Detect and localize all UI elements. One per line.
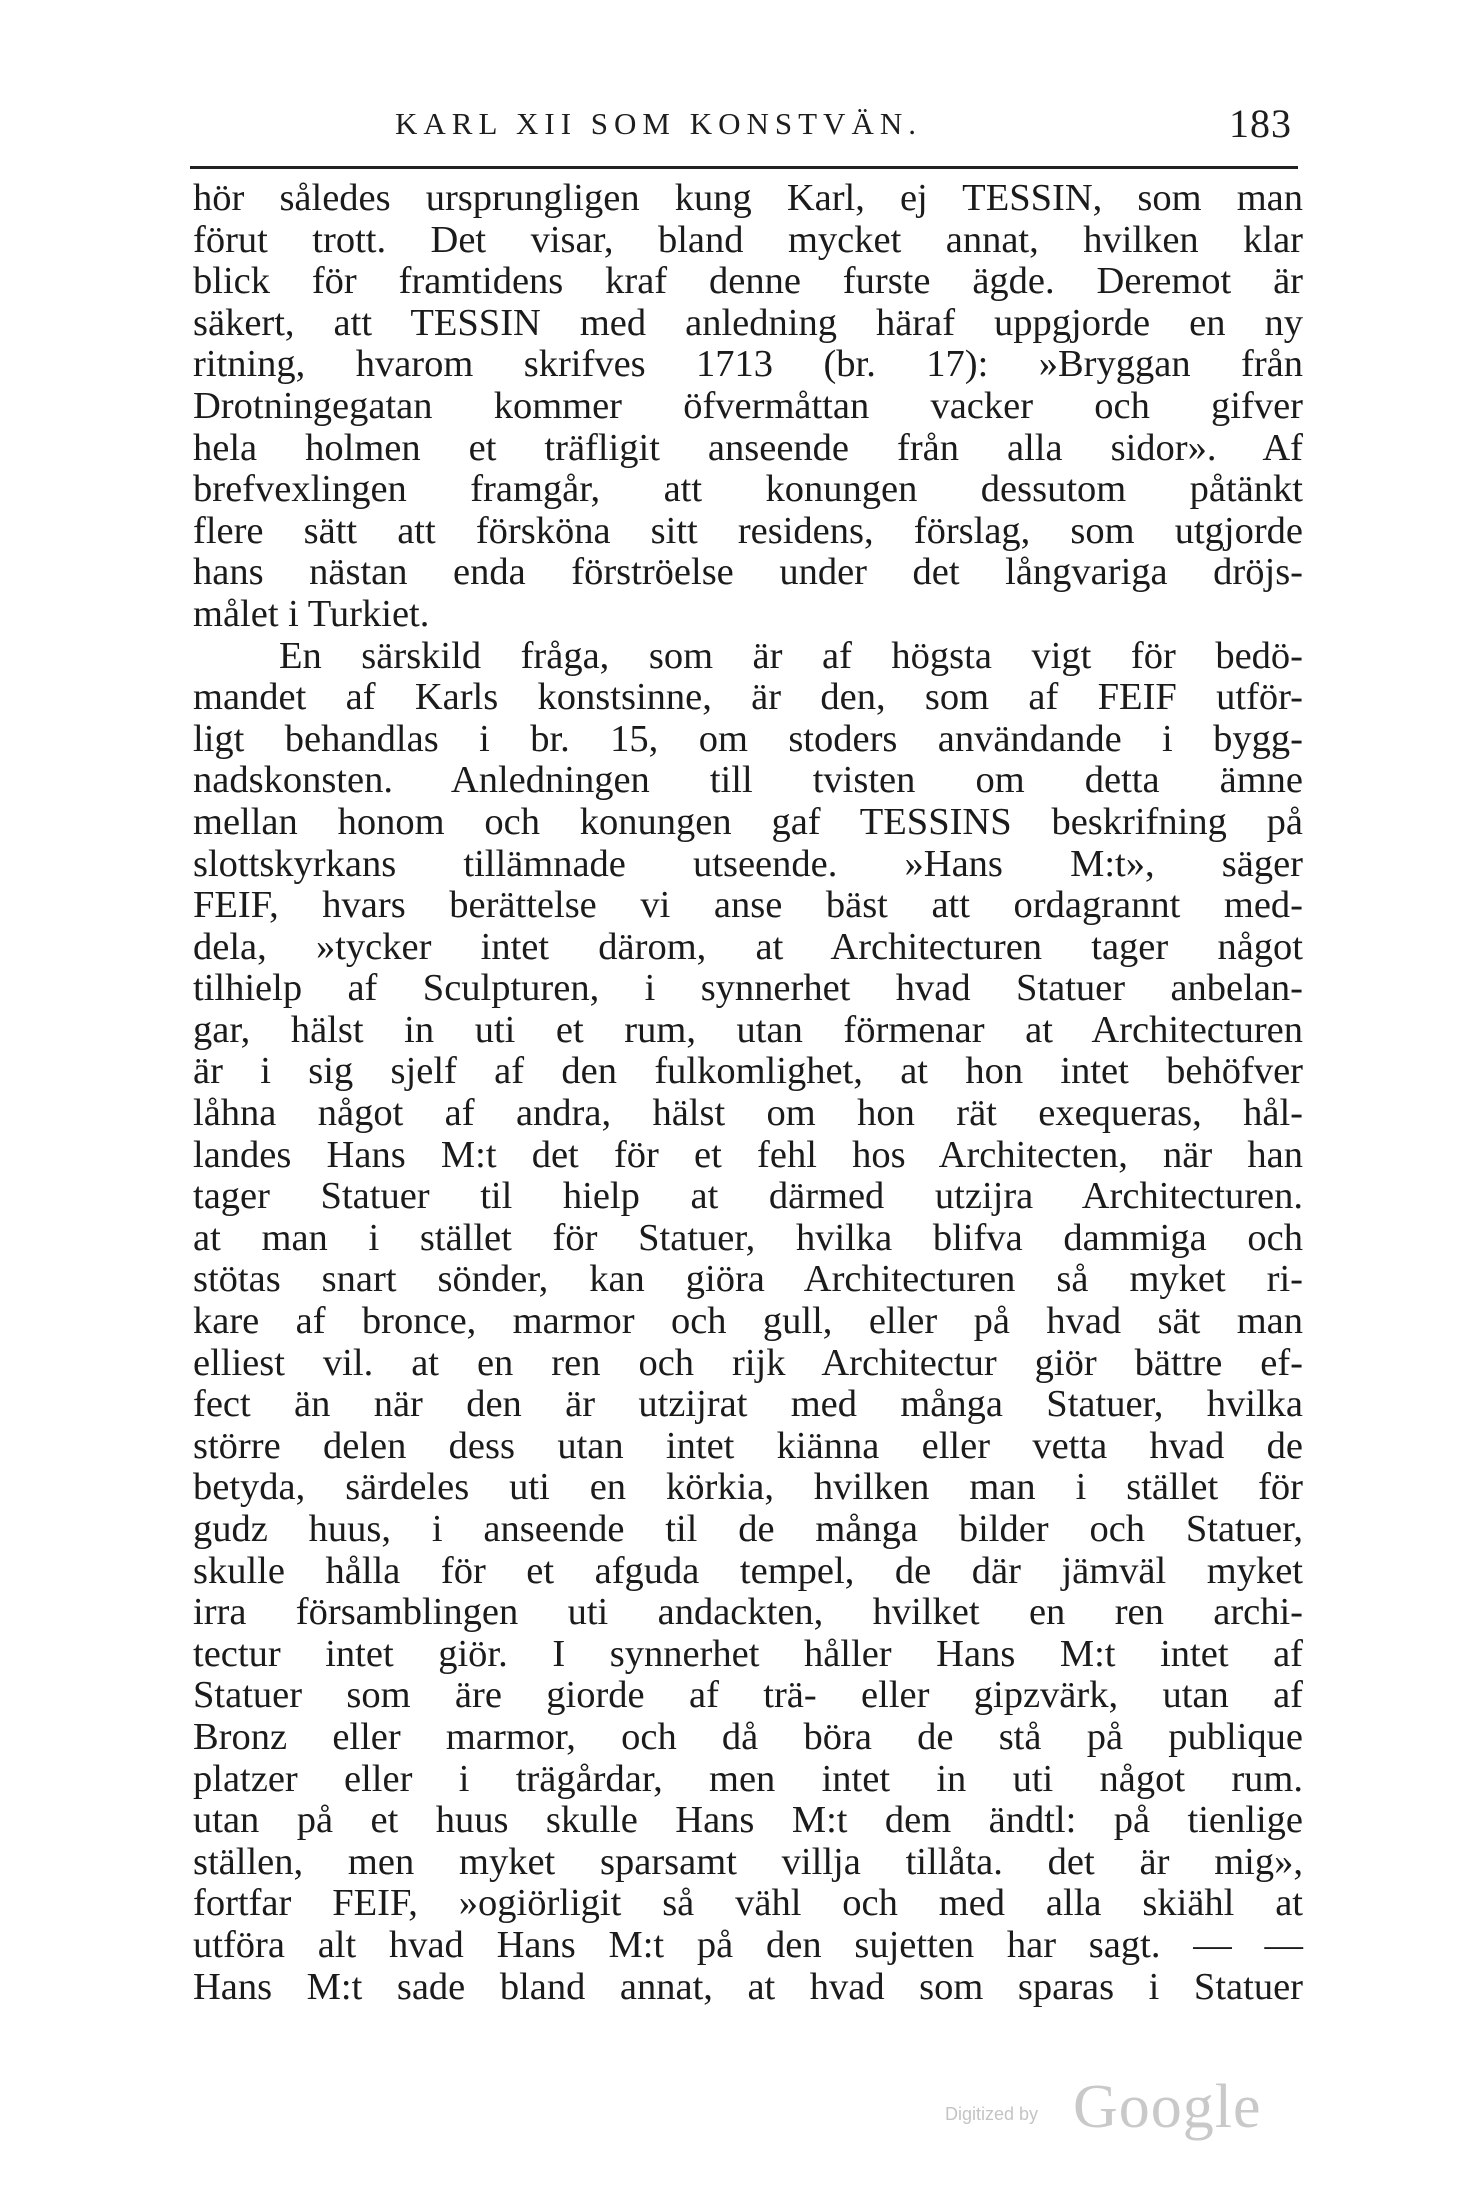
digitization-watermark <box>945 2073 1262 2146</box>
text-line: låhna något af andra, hälst om hon rät exequeras, hål- <box>193 1092 1303 1135</box>
text-line: FEIF, hvars berättelse vi anse bäst att ordagrannt med- <box>193 884 1303 927</box>
text-line: at man i stället för Statuer, hvilka blifva dammiga och <box>193 1216 1303 1259</box>
text-line: tectur intet giör. I synnerhet håller Hans M:t intet af <box>193 1632 1303 1675</box>
text-line: platzer eller i trägårdar, men intet in uti något rum. <box>193 1757 1303 1800</box>
text-line: Drotningegatan kommer öfvermåttan vacker och gifver <box>193 384 1303 427</box>
text-line: betyda, särdeles uti en körkia, hvilken man i stället för <box>193 1466 1303 1509</box>
text-line: mellan honom och konungen gaf TESSINS beskrifning på <box>193 800 1303 843</box>
text-line: landes Hans M:t det för et fehl hos Architecten, när han <box>193 1133 1303 1176</box>
text-line: Hans M:t sade bland annat, at hvad som sparas i Statuer <box>193 1965 1303 2008</box>
text-line: fortfar FEIF, »ogiörligit så vähl och med alla skiähl at <box>193 1882 1303 1925</box>
text-line: säkert, att TESSIN med anledning häraf uppgjorde en ny <box>193 301 1303 344</box>
header-rule <box>190 166 1298 169</box>
body-text <box>193 178 1303 2008</box>
text-line: förut trott. Det visar, bland mycket annat, hvilken klar <box>193 218 1303 261</box>
text-line: fect än när den är utzijrat med många Statuer, hvilka <box>193 1383 1303 1426</box>
text-line: hans nästan enda förströelse under det långvariga dröjs- <box>193 551 1303 594</box>
text-line: tilhielp af Sculpturen, i synnerhet hvad Statuer anbelan- <box>193 967 1303 1010</box>
text-line: ritning, hvarom skrifves 1713 (br. 17): »Bryggan från <box>193 343 1303 386</box>
text-line: utföra alt hvad Hans M:t på den sujetten har sagt. — — <box>193 1923 1303 1966</box>
text-line: målet i Turkiet. <box>193 592 430 635</box>
text-line: Bronz eller marmor, och då böra de stå på publique <box>193 1715 1303 1758</box>
text-line: elliest vil. at en ren och rijk Architectur giör bättre ef- <box>193 1341 1303 1384</box>
text-line: tager Statuer til hielp at därmed utzijra Architecturen. <box>193 1175 1303 1218</box>
watermark-prefix: Digitized by <box>945 2104 1039 2124</box>
text-line: mandet af Karls konstsinne, är den, som af FEIF utför- <box>193 676 1303 719</box>
text-line: slottskyrkans tillämnade utseende. »Hans M:t», säger <box>193 842 1303 885</box>
text-line: kare af bronce, marmor och gull, eller på hvad sät man <box>193 1300 1303 1343</box>
text-line: irra församblingen uti andackten, hvilket en ren archi- <box>193 1591 1303 1634</box>
text-line: gar, hälst in uti et rum, utan förmenar at Architecturen <box>193 1008 1303 1051</box>
running-head <box>190 98 1300 158</box>
text-line: hör således ursprungligen kung Karl, ej TESSIN, som man <box>193 177 1303 219</box>
text-line: ligt behandlas i br. 15, om stoders användande i bygg- <box>193 717 1303 760</box>
text-line: flere sätt att försköna sitt residens, förslag, som utgjorde <box>193 509 1303 552</box>
text-line: gudz huus, i anseende til de många bilder och Statuer, <box>193 1508 1303 1550</box>
text-line: är i sig sjelf af den fulkomlighet, at hon intet behöfver <box>193 1050 1303 1093</box>
text-line: utan på et huus skulle Hans M:t dem ändtl: på tienlige <box>193 1799 1303 1842</box>
text-line: ställen, men myket sparsamt villja tillåta. det är mig», <box>193 1840 1303 1883</box>
text-line: hela holmen et träfligit anseende från alla sidor». Af <box>193 426 1303 469</box>
text-line: stötas snart sönder, kan giöra Architecturen så myket ri- <box>193 1258 1303 1301</box>
paragraph-start-line: En särskild fråga, som är af högsta vigt för bedö- <box>279 634 1303 677</box>
running-title: KARL XII SOM KONSTVÄN. <box>395 106 922 141</box>
text-line: Statuer som äre giorde af trä- eller gipzvärk, utan af <box>193 1674 1303 1717</box>
text-line: skulle hålla för et afguda tempel, de där jämväl myket <box>193 1549 1303 1592</box>
text-line: större delen dess utan intet kiänna eller vetta hvad de <box>193 1424 1303 1467</box>
text-line: dela, »tycker intet därom, at Architecturen tager något <box>193 925 1303 968</box>
page-number: 183 <box>1229 101 1292 146</box>
text-line: blick för framtidens kraf denne furste ägde. Deremot är <box>193 260 1303 303</box>
text-line: brefvexlingen framgår, att konungen dessutom påtänkt <box>193 468 1303 511</box>
watermark-logo: Google <box>1073 2073 1262 2141</box>
text-line: nadskonsten. Anledningen till tvisten om detta ämne <box>193 759 1303 802</box>
